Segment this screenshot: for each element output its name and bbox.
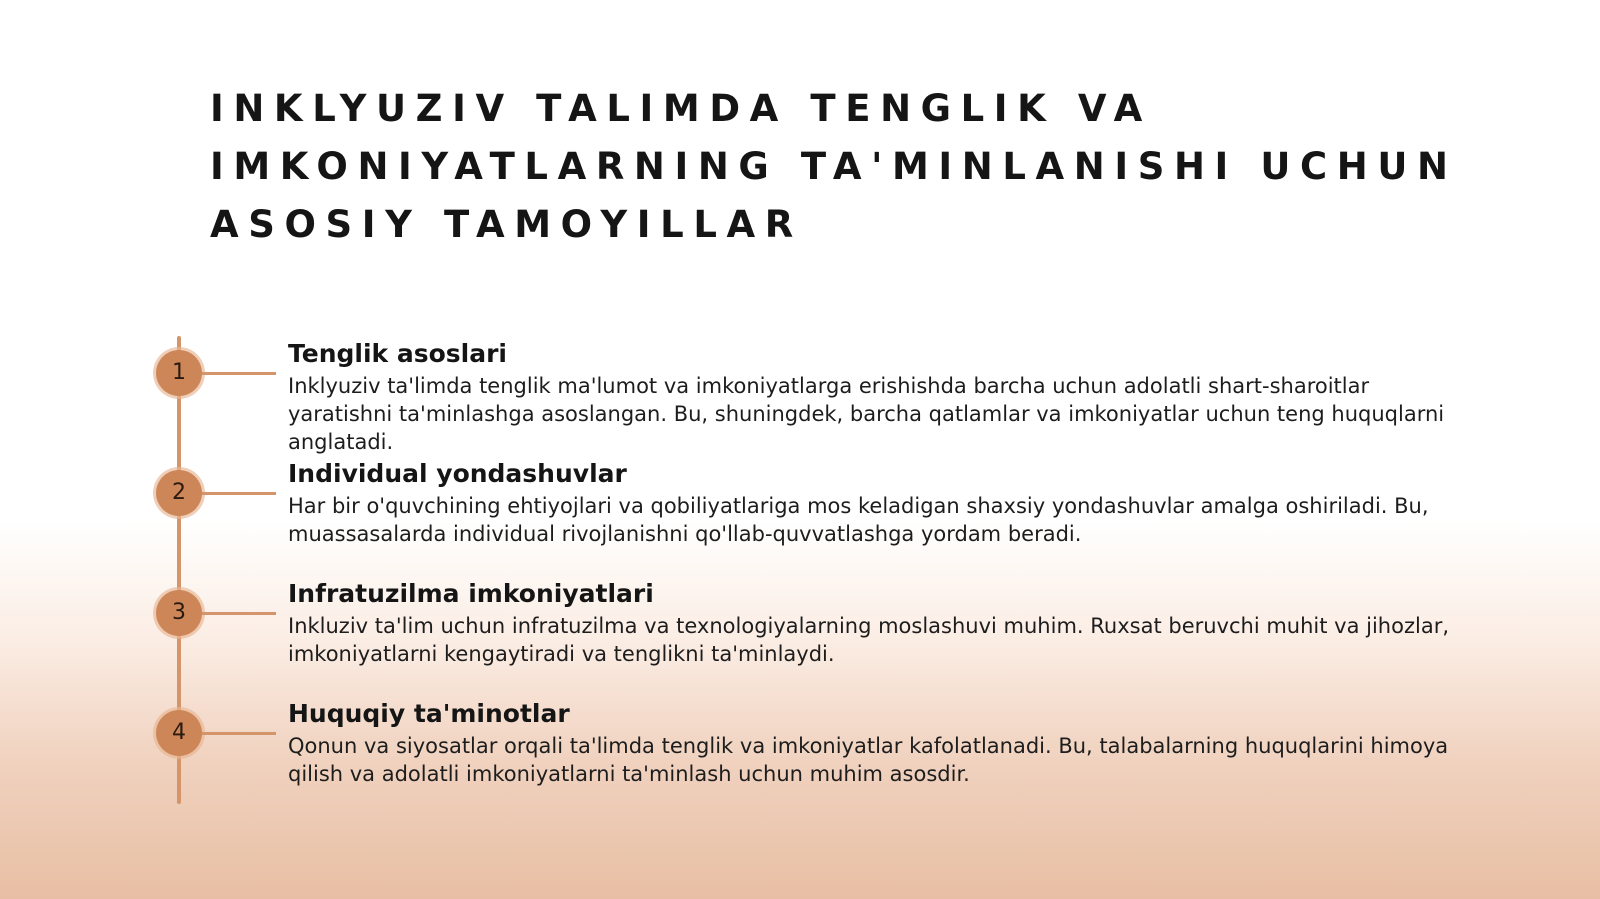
timeline-connector — [202, 612, 276, 615]
timeline-connector — [202, 372, 276, 375]
item-description: Inklyuziv ta'limda tenglik ma'lumot va imkoniyatlarga erishishda barcha uchun adolatli shart-sharoitlar yaratishni ta'minlashga asoslangan. Bu, shuningdek, barcha qatlamlar va imkoniyatlar uchun teng huquqlarni anglatadi. — [288, 374, 1445, 454]
timeline-connector — [202, 492, 276, 495]
item-title: Individual yondashuvlar — [288, 459, 627, 488]
item-description: Har bir o'quvchining ehtiyojlari va qobiliyatlariga mos keladigan shaxsiy yondashuvlar amalga oshiriladi. Bu, muassasalarda individual rivojlanishni qo'llab-quvvatlashga yordam beradi. — [288, 494, 1429, 546]
step-number-badge: 3 — [156, 590, 202, 636]
slide-title: INKLYUZIV TALIMDA TENGLIK VA IMKONIYATLARNING TA'MINLANISHI UCHUN ASOSIY TAMOYILLAR — [210, 87, 1458, 246]
item-description: Inkluziv ta'lim uchun infratuzilma va texnologiyalarning moslashuvi muhim. Ruxsat beruvchi muhit va jihozlar, imkoniyatlarni kengaytiradi va tenglikni ta'minlaydi. — [288, 614, 1449, 666]
step-number-badge: 1 — [156, 350, 202, 396]
item-title: Infratuzilma imkoniyatlari — [288, 579, 654, 608]
step-number-badge: 2 — [156, 470, 202, 516]
item-title: Tenglik asoslari — [288, 339, 507, 368]
item-title: Huquqiy ta'minotlar — [288, 699, 570, 728]
timeline-connector — [202, 732, 276, 735]
step-number-badge: 4 — [156, 710, 202, 756]
item-description: Qonun va siyosatlar orqali ta'limda tenglik va imkoniyatlar kafolatlanadi. Bu, talabalarning huquqlarini himoya qilish va adolatli imkoniyatlarni ta'minlash uchun muhim asosdir. — [288, 734, 1449, 786]
